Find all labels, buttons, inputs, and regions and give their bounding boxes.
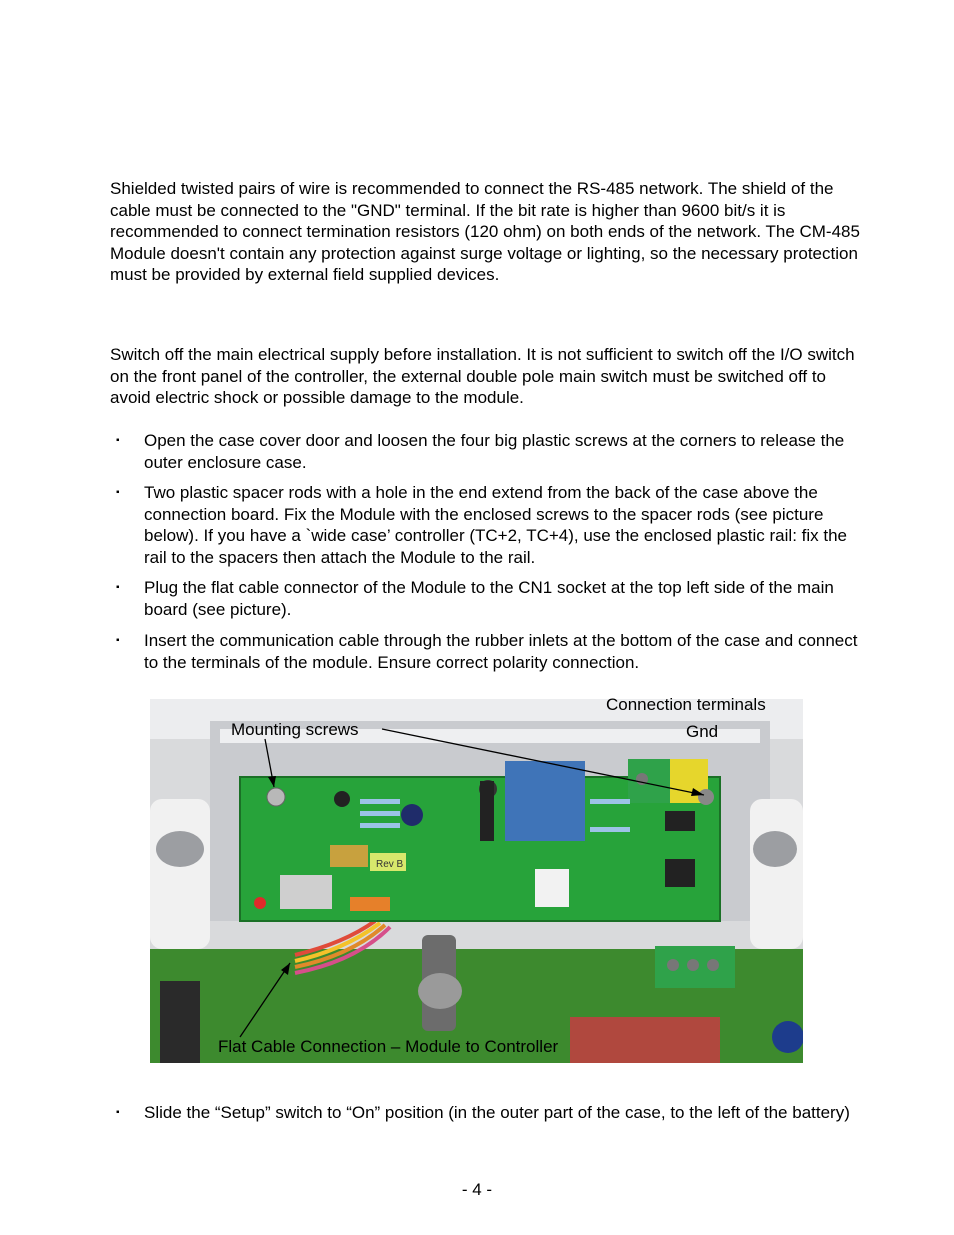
gnd-label: Gnd (686, 722, 719, 741)
page-number: - 4 - (461, 1180, 493, 1199)
flat-cable-label: Flat Cable Connection – Module to Controller (218, 1037, 559, 1056)
bullet-icon: ▪ (116, 582, 120, 593)
bullet-icon: ▪ (116, 1107, 120, 1118)
board-rev-label: Rev B (376, 859, 404, 870)
list-item (116, 630, 866, 673)
list-item-text: Two plastic spacer rods with a hole in the end extend from the back of the case above the connection board. Fix the Module with the enclosed screws to the spacer rods (see picture below). If you have a `wide case’ controller (TC+2, TC+4), use the enclosed plastic rail: fix the rail to the spacers then attach the Module to the rail. (144, 483, 847, 567)
wiring-paragraph: Shielded twisted pairs of wire is recommended to connect the RS-485 network. The shield of the cable must be connected to the "GND" terminal. If the bit rate is higher than 9600 bit/s it is recommended to connect termination resistors (120 ohm) on both ends of the network. The CM-485 Module doesn't contain any protection against surge voltage or lighting, so the necessary protection must be provided by external field supplied devices. (110, 179, 860, 284)
bullet-icon: ▪ (116, 487, 120, 498)
mounting-screws-label: Mounting screws (231, 720, 359, 739)
list-item (116, 430, 866, 473)
list-item (116, 1102, 866, 1124)
bullet-icon: ▪ (116, 435, 120, 446)
list-item-text: Insert the communication cable through the rubber inlets at the bottom of the case and connect to the terminals of the module. Ensure correct polarity connection. (144, 631, 858, 672)
list-item (116, 482, 866, 568)
connection-terminals-label: Connection terminals (606, 695, 766, 714)
list-item-text: Plug the flat cable connector of the Module to the CN1 socket at the top left side of the main board (see picture). (144, 578, 834, 619)
bullet-icon: ▪ (116, 635, 120, 646)
safety-paragraph: Switch off the main electrical supply before installation. It is not sufficient to switch off the I/O switch on the front panel of the controller, the external double pole main switch must be switched off to avoid electric shock or possible damage to the module. (110, 345, 855, 407)
list-item-text: Slide the “Setup” switch to “On” position (in the outer part of the case, to the left of the battery) (144, 1103, 850, 1122)
module-installation-photo (150, 699, 803, 1063)
list-item (116, 577, 866, 620)
list-item-text: Open the case cover door and loosen the four big plastic screws at the corners to release the outer enclosure case. (144, 431, 845, 472)
